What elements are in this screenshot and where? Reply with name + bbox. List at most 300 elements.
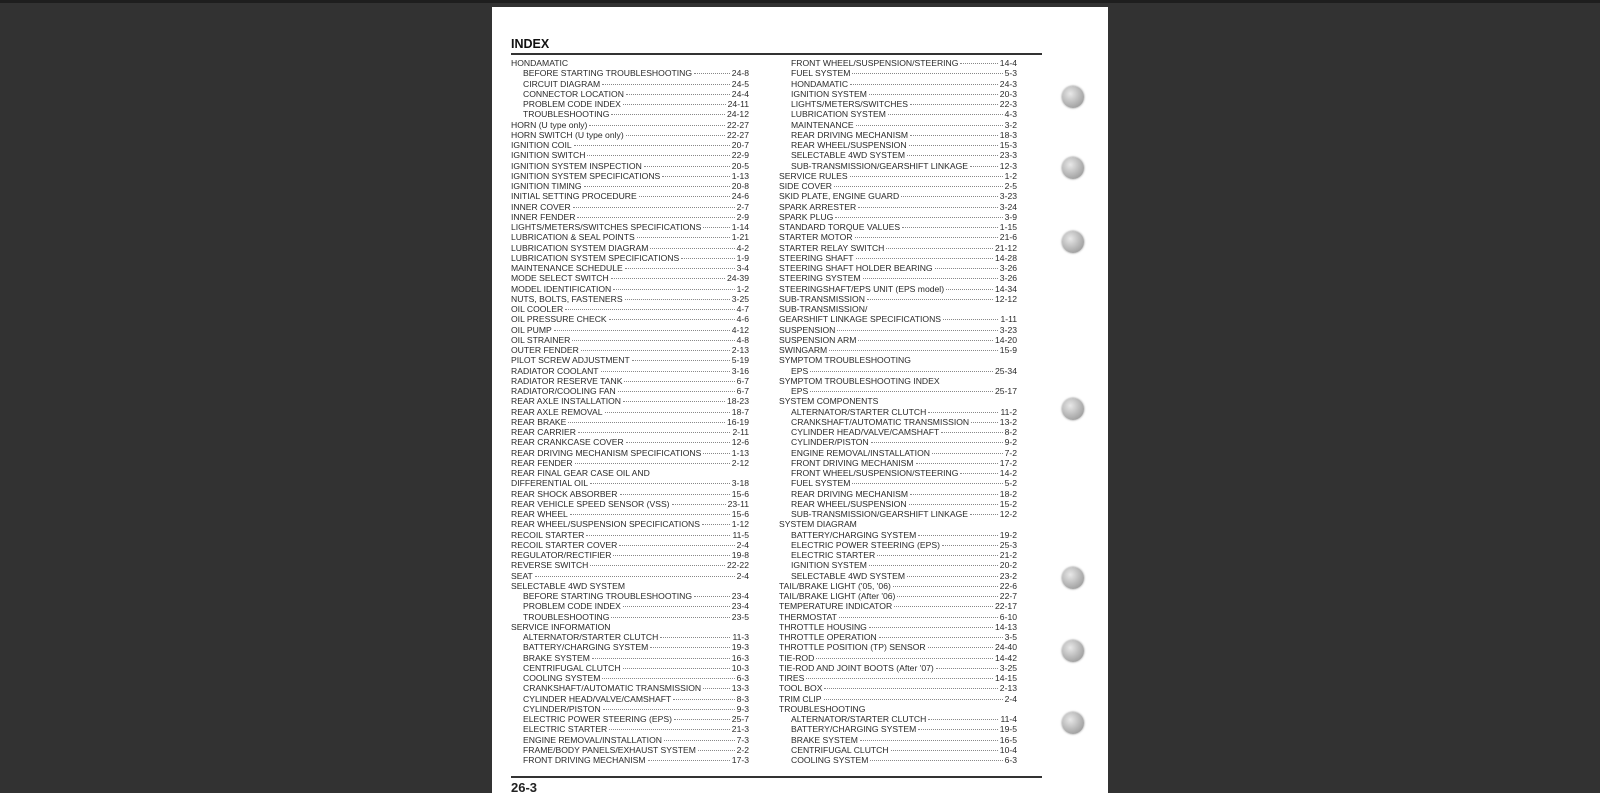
dot-leader	[909, 145, 998, 146]
index-entry	[511, 273, 749, 283]
index-entry-label: REVERSE SWITCH	[511, 560, 589, 571]
index-entry	[779, 79, 1017, 89]
index-entry-label: SUB-TRANSMISSION/	[779, 304, 868, 314]
dot-leader	[806, 678, 993, 679]
index-entry	[511, 304, 749, 314]
index-entry	[511, 89, 749, 99]
dot-leader	[816, 658, 993, 659]
binder-hole-icon	[1062, 86, 1084, 108]
dot-leader	[625, 268, 735, 269]
index-entry-label: REAR AXLE INSTALLATION	[511, 396, 622, 407]
index-entry	[779, 673, 1017, 683]
index-entry-page: 3-23	[999, 324, 1017, 335]
index-entry-page: 1-9	[736, 252, 749, 263]
dot-leader	[916, 463, 998, 464]
dot-leader	[888, 114, 1003, 115]
index-entry	[779, 232, 1017, 242]
dot-leader	[620, 494, 730, 495]
index-entry-label: ELECTRIC STARTER	[523, 724, 608, 735]
binder-hole-icon	[1062, 231, 1084, 253]
index-entry-label: CONNECTOR LOCATION	[523, 88, 624, 99]
index-entry-label: FUEL SYSTEM	[791, 68, 851, 79]
index-entry-label: ELECTRIC POWER STEERING (EPS)	[523, 714, 672, 724]
index-entry	[511, 427, 749, 437]
index-entry	[511, 68, 749, 78]
index-entry-page: 22-22	[727, 560, 749, 571]
index-entry-label: REAR WHEEL/SUSPENSION	[791, 140, 907, 150]
dot-leader	[970, 166, 998, 167]
index-entry	[511, 171, 749, 181]
index-entry-page: 15-3	[999, 140, 1017, 150]
index-entry-page: 4-2	[736, 242, 749, 253]
index-entry	[511, 509, 749, 519]
index-entry	[779, 243, 1017, 253]
index-entry	[511, 612, 749, 622]
index-entry	[779, 150, 1017, 160]
index-entry-label: ELECTRIC STARTER	[791, 550, 876, 560]
index-entry-label: SUB-TRANSMISSION/GEARSHIFT LINKAGE	[791, 160, 968, 171]
dot-leader	[586, 535, 730, 536]
index-entry-page: 4-3	[1004, 109, 1017, 120]
dot-leader	[960, 473, 997, 474]
dot-leader	[910, 135, 998, 136]
index-entry	[779, 120, 1017, 130]
index-entry	[779, 58, 1017, 68]
index-entry-label: SELECTABLE 4WD SYSTEM	[791, 570, 905, 581]
index-entry	[779, 253, 1017, 263]
index-entry-page: 3-25	[999, 662, 1017, 673]
index-entry-page: 25-3	[999, 539, 1017, 550]
dot-leader	[623, 104, 726, 105]
dot-leader	[867, 299, 993, 300]
index-entry-page: 14-15	[995, 673, 1017, 683]
index-entry	[779, 161, 1017, 171]
index-entry-label: TIRES	[779, 673, 805, 683]
page-title: INDEX	[511, 37, 550, 51]
index-entry-page: 24-3	[999, 78, 1017, 89]
index-entry-page: 1-2	[1004, 170, 1017, 181]
index-entry-label: CENTRIFUGAL CLUTCH	[523, 662, 621, 673]
dot-leader	[650, 248, 734, 249]
dot-leader	[928, 719, 998, 720]
index-entry-page: 22-6	[999, 580, 1017, 591]
dot-leader	[901, 196, 998, 197]
dot-leader	[860, 740, 998, 741]
index-entry-label: OIL COOLER	[511, 304, 564, 314]
dot-leader	[590, 483, 730, 484]
index-entry	[779, 386, 1017, 396]
dot-leader	[863, 278, 998, 279]
index-entry	[511, 294, 749, 304]
index-entry	[779, 212, 1017, 222]
dot-leader	[650, 647, 730, 648]
index-entry-page: 11-4	[1000, 714, 1017, 724]
index-entry-label: REAR DRIVING MECHANISM	[791, 488, 908, 499]
index-entry-label: SUB-TRANSMISSION/GEARSHIFT LINKAGE	[791, 509, 968, 519]
index-entry-page: 20-7	[731, 140, 749, 150]
index-entry	[779, 519, 1017, 529]
index-entry-page: 2-7	[736, 201, 749, 212]
dot-leader	[602, 84, 730, 85]
index-entry-label: HONDAMATIC	[791, 78, 849, 89]
index-entry-label: BATTERY/CHARGING SYSTEM	[791, 529, 917, 540]
index-entry-label: REGULATOR/RECTIFIER	[511, 550, 612, 560]
index-entry-page: 9-3	[736, 703, 749, 714]
dot-leader	[565, 309, 734, 310]
dot-leader	[932, 453, 1003, 454]
index-entry	[779, 202, 1017, 212]
index-entry-label: IGNITION SYSTEM	[791, 88, 867, 99]
dot-leader	[894, 606, 993, 607]
dot-leader	[909, 504, 998, 505]
index-entry-page: 16-3	[731, 652, 749, 663]
dot-leader	[871, 442, 1003, 443]
index-entry-label: REAR CRANKCASE COVER	[511, 437, 624, 448]
index-entry-page: 3-9	[1004, 211, 1017, 222]
index-entry	[779, 478, 1017, 488]
index-entry-label: ELECTRIC POWER STEERING (EPS)	[791, 539, 940, 550]
index-entry-label: THERMOSTAT	[779, 611, 837, 622]
index-entry-label: TIE-ROD AND JOINT BOOTS (After '07)	[779, 662, 934, 673]
index-entry-label: IGNITION COIL	[511, 140, 572, 150]
index-entry-label: LUBRICATION SYSTEM DIAGRAM	[511, 242, 649, 253]
dot-leader	[613, 555, 729, 556]
index-entry-page: 20-2	[999, 560, 1017, 571]
index-entry-page: 3-23	[999, 191, 1017, 202]
index-entry	[779, 622, 1017, 632]
index-entry-page: 21-3	[731, 724, 749, 735]
index-entry-page: 2-5	[1004, 181, 1017, 191]
index-entry	[511, 478, 749, 488]
binder-hole-icon	[1062, 640, 1084, 662]
dot-leader	[703, 453, 729, 454]
index-entry-page: 22-27	[727, 129, 749, 140]
dot-leader	[941, 432, 1002, 433]
index-entry	[511, 376, 749, 386]
dot-leader	[639, 196, 730, 197]
index-entry-page: 4-8	[736, 334, 749, 345]
index-entry	[511, 735, 749, 745]
index-entry	[779, 591, 1017, 601]
dot-leader	[575, 463, 730, 464]
index-entry-label: CENTRIFUGAL CLUTCH	[791, 744, 889, 755]
index-entry-label: TEMPERATURE INDICATOR	[779, 601, 893, 612]
dot-leader	[623, 668, 730, 669]
index-entry-page: 1-14	[731, 222, 749, 232]
index-entry-page: 5-2	[1004, 478, 1017, 489]
index-entry	[779, 540, 1017, 550]
dot-leader	[603, 709, 735, 710]
dot-leader	[623, 606, 730, 607]
index-entry-label: TAIL/BRAKE LIGHT ('05, '06)	[779, 580, 891, 591]
index-entry	[511, 663, 749, 673]
index-entry-page: 24-4	[731, 88, 749, 99]
index-entry	[511, 109, 749, 119]
index-entry-page: 4-7	[736, 304, 749, 314]
index-entry-page: 3-24	[999, 201, 1017, 212]
index-entry-page: 15-9	[999, 345, 1017, 355]
index-entry	[779, 653, 1017, 663]
index-entry-page: 22-7	[999, 591, 1017, 601]
index-entry	[779, 735, 1017, 745]
dot-leader	[936, 668, 998, 669]
index-entry	[779, 509, 1017, 519]
index-entry	[779, 581, 1017, 591]
page-number: 26-3	[511, 780, 538, 793]
index-entry-label: NUTS, BOLTS, FASTENERS	[511, 293, 623, 304]
index-entry-label: SEAT	[511, 570, 533, 581]
dot-leader	[587, 155, 729, 156]
index-entry	[779, 755, 1017, 765]
index-entry	[511, 550, 749, 560]
dot-leader	[837, 330, 997, 331]
index-entry	[779, 263, 1017, 273]
index-entry-page: 15-6	[731, 509, 749, 519]
index-entry-label: TIE-ROD	[779, 652, 815, 663]
index-entry-label: REAR CARRIER	[511, 427, 576, 437]
index-entry-label: IGNITION SWITCH	[511, 150, 586, 161]
dot-leader	[907, 155, 998, 156]
index-entry-page: 14-13	[995, 621, 1017, 632]
index-entry-label: RADIATOR/COOLING FAN	[511, 386, 616, 396]
index-entry-page: 13-3	[731, 683, 749, 694]
dot-leader	[632, 360, 730, 361]
dot-leader	[626, 94, 730, 95]
index-entry	[511, 724, 749, 734]
index-entry-label: TAIL/BRAKE LIGHT (After '06)	[779, 591, 896, 601]
dot-leader	[648, 760, 730, 761]
index-entry-page: 22-9	[731, 150, 749, 161]
index-entry-label: THROTTLE OPERATION	[779, 632, 877, 642]
index-entry-page: 14-28	[995, 252, 1017, 263]
index-entry-label: SERVICE INFORMATION	[511, 621, 611, 632]
dot-leader	[601, 371, 730, 372]
index-entry-label: BATTERY/CHARGING SYSTEM	[791, 724, 917, 735]
index-entry	[779, 140, 1017, 150]
index-entry-label: STEERINGSHAFT/EPS UNIT (EPS model)	[779, 283, 945, 294]
dot-leader	[577, 217, 734, 218]
dot-leader	[609, 729, 730, 730]
dot-leader	[589, 125, 725, 126]
index-entry-page: 14-20	[995, 334, 1017, 345]
index-entry	[779, 448, 1017, 458]
index-entry	[511, 140, 749, 150]
index-entry-label: SYSTEM COMPONENTS	[779, 396, 879, 407]
dot-leader	[611, 617, 729, 618]
index-entry-page: 24-6	[731, 191, 749, 202]
index-entry-page: 24-11	[727, 99, 749, 109]
index-entry-page: 14-34	[995, 283, 1017, 294]
index-entry-label: ENGINE REMOVAL/INSTALLATION	[523, 734, 662, 745]
index-entry-label: MAINTENANCE	[791, 119, 854, 130]
index-entry	[511, 489, 749, 499]
index-entry-page: 3-2	[1004, 119, 1017, 130]
index-entry	[779, 601, 1017, 611]
index-entry-page: 24-8	[731, 68, 749, 79]
dot-leader	[625, 299, 730, 300]
index-entry	[779, 683, 1017, 693]
dot-leader	[694, 596, 730, 597]
dot-leader	[928, 412, 998, 413]
index-entry-label: RECOIL STARTER	[511, 529, 585, 540]
index-entry	[511, 191, 749, 201]
index-entry-page: 2-4	[736, 570, 749, 581]
index-entry	[511, 130, 749, 140]
index-entry	[779, 314, 1017, 324]
index-entry	[779, 530, 1017, 540]
index-entry-label: IGNITION SYSTEM	[791, 560, 867, 571]
index-entry	[779, 407, 1017, 417]
dot-leader	[578, 432, 730, 433]
index-entry-label: BEFORE STARTING TROUBLESHOOTING	[523, 591, 693, 601]
index-entry-label: BRAKE SYSTEM	[523, 652, 590, 663]
index-entry-page: 6-3	[736, 673, 749, 683]
document-page	[492, 7, 1108, 793]
index-entry	[511, 284, 749, 294]
index-entry	[511, 540, 749, 550]
dot-leader	[673, 699, 734, 700]
index-entry-page: 17-2	[999, 457, 1017, 468]
index-entry	[779, 89, 1017, 99]
index-entry-label: EPS	[791, 386, 809, 396]
index-entry-label: SUSPENSION ARM	[779, 334, 857, 345]
index-entry-label: PROBLEM CODE INDEX	[523, 99, 621, 109]
index-entry-page: 2-4	[1004, 693, 1017, 704]
index-entry	[511, 345, 749, 355]
index-entry-page: 17-3	[731, 755, 749, 765]
index-entry-label: THROTTLE HOUSING	[779, 621, 867, 632]
index-entry	[779, 663, 1017, 673]
index-entry-label: HORN (U type only)	[511, 119, 588, 130]
index-entry-page: 14-4	[999, 58, 1017, 68]
index-entry-page: 6-7	[736, 375, 749, 386]
index-entry	[511, 437, 749, 447]
dot-leader	[856, 258, 994, 259]
dot-leader	[681, 258, 734, 259]
index-entry-label: STARTER RELAY SWITCH	[779, 242, 885, 253]
index-entry	[779, 355, 1017, 365]
index-entry-label: OUTER FENDER	[511, 345, 579, 355]
index-entry	[511, 581, 749, 591]
index-entry-label: HONDAMATIC	[511, 58, 569, 68]
dot-leader	[879, 637, 1003, 638]
index-entry-label: SYMPTOM TROUBLESHOOTING	[779, 355, 911, 366]
index-entry	[511, 745, 749, 755]
index-entry-label: REAR DRIVING MECHANISM SPECIFICATIONS	[511, 447, 702, 458]
dot-leader	[619, 545, 734, 546]
index-entry-page: 1-13	[731, 170, 749, 181]
dot-leader	[971, 422, 998, 423]
index-entry	[511, 222, 749, 232]
index-entry	[779, 560, 1017, 570]
index-entry-label: REAR VEHICLE SPEED SENSOR (VSS)	[511, 498, 670, 509]
index-entry	[511, 694, 749, 704]
index-entry	[511, 642, 749, 652]
dot-leader	[637, 237, 730, 238]
index-entry-page: 2-4	[736, 539, 749, 550]
index-entry-label: ALTERNATOR/STARTER CLUTCH	[791, 714, 927, 724]
index-entry-page: 8-3	[736, 693, 749, 704]
index-entry-label: FUEL SYSTEM	[791, 478, 851, 489]
index-entry-page: 6-10	[999, 611, 1017, 622]
index-entry-label: LIGHTS/METERS/SWITCHES	[791, 99, 908, 109]
index-entry	[779, 437, 1017, 447]
index-entry-page: 24-5	[731, 78, 749, 89]
index-entry	[511, 673, 749, 683]
dot-leader	[694, 73, 730, 74]
index-entry-label: LUBRICATION SYSTEM	[791, 109, 886, 120]
index-entry	[511, 202, 749, 212]
index-entry	[779, 109, 1017, 119]
index-entry	[511, 232, 749, 242]
index-entry-label: SIDE COVER	[779, 181, 833, 191]
index-entry-label: COOLING SYSTEM	[791, 755, 869, 765]
index-entry-label: REAR FINAL GEAR CASE OIL AND	[511, 468, 650, 478]
index-entry-label: REAR DRIVING MECHANISM	[791, 129, 908, 140]
index-entry-page: 19-2	[999, 529, 1017, 540]
index-entry-page: 24-12	[727, 109, 749, 120]
index-entry-page: 22-17	[995, 601, 1017, 612]
index-entry	[779, 489, 1017, 499]
index-entry-label: REAR WHEEL/SUSPENSION SPECIFICATIONS	[511, 519, 700, 530]
index-entry	[511, 632, 749, 642]
dot-leader	[611, 114, 725, 115]
index-entry-page: 18-7	[731, 406, 749, 417]
index-entry-page: 13-2	[999, 416, 1017, 427]
index-entry-page: 1-21	[731, 232, 749, 243]
index-entry	[511, 407, 749, 417]
index-entry-page: 24-40	[995, 642, 1017, 653]
index-entry-label: FRONT WHEEL/SUSPENSION/STEERING	[791, 58, 959, 68]
index-entry	[511, 653, 749, 663]
index-entry-page: 12-6	[731, 437, 749, 448]
index-entry-label: BRAKE SYSTEM	[791, 734, 858, 745]
index-entry-label: PILOT SCREW ADJUSTMENT	[511, 355, 630, 366]
index-entry-page: 1-15	[999, 222, 1017, 232]
dot-leader	[850, 84, 998, 85]
index-entry	[779, 642, 1017, 652]
index-column-left	[511, 58, 749, 765]
index-entry	[511, 530, 749, 540]
index-entry-page: 14-42	[995, 652, 1017, 663]
index-entry-label: OIL PRESSURE CHECK	[511, 314, 607, 325]
index-entry-page: 3-4	[736, 263, 749, 273]
index-entry	[779, 417, 1017, 427]
index-entry	[511, 120, 749, 130]
index-entry-page: 25-7	[731, 714, 749, 724]
index-entry	[779, 191, 1017, 201]
index-entry-label: IGNITION SYSTEM SPECIFICATIONS	[511, 170, 661, 181]
index-entry	[511, 79, 749, 89]
dot-leader	[893, 586, 998, 587]
index-entry-label: SUSPENSION	[779, 324, 836, 335]
index-entry-page: 1-11	[1000, 314, 1017, 325]
index-entry	[779, 273, 1017, 283]
index-entry	[511, 704, 749, 714]
dot-leader	[891, 750, 998, 751]
dot-leader	[702, 524, 730, 525]
index-entry	[511, 355, 749, 365]
index-entry	[779, 376, 1017, 386]
index-entry-label: FRONT DRIVING MECHANISM	[523, 755, 646, 765]
index-entry	[511, 181, 749, 191]
index-entry	[511, 366, 749, 376]
index-entry-page: 12-3	[999, 160, 1017, 171]
index-entry	[779, 68, 1017, 78]
index-entry-page: 2-11	[732, 427, 749, 437]
dot-leader	[824, 699, 1003, 700]
dot-leader	[918, 535, 998, 536]
